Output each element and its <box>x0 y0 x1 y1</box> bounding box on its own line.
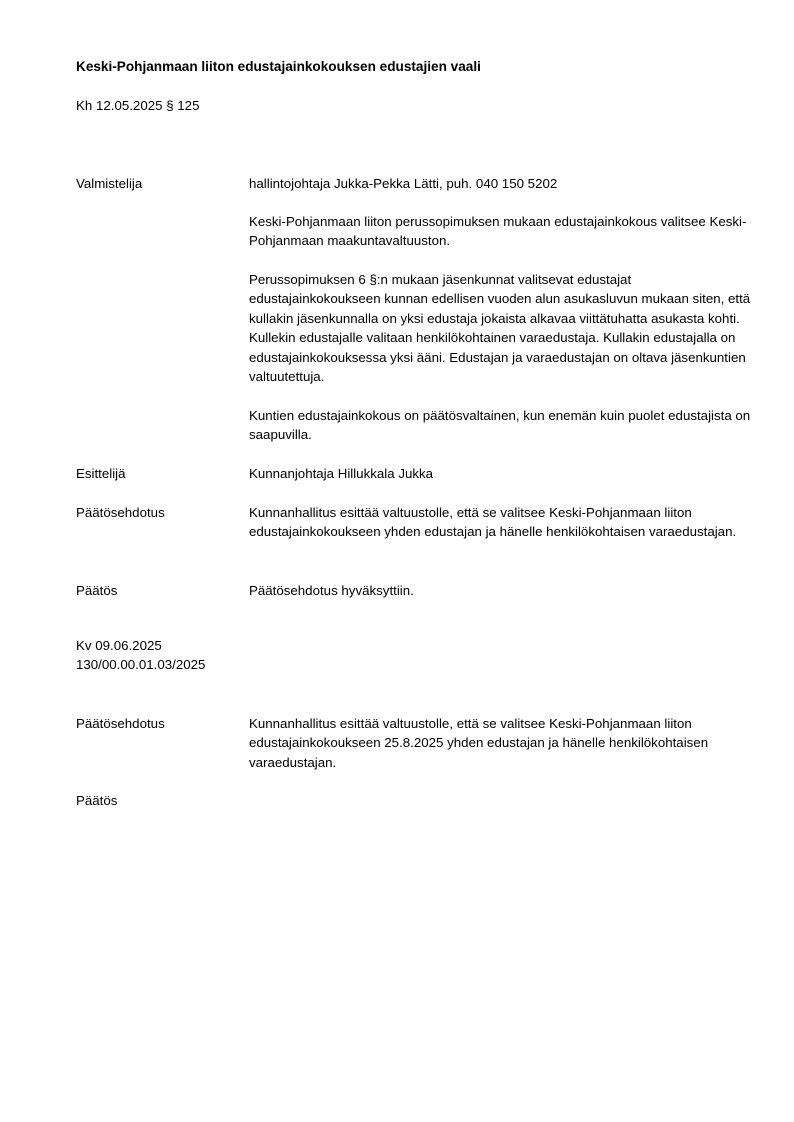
paragraph-jasenkunnat: Perussopimuksen 6 §:n mukaan jäsenkunnat valitsevat edustajat edustajainkokoukseen kunnan edellisen vuoden alun asukasluvun mukaan siten, että kullakin jäsenkunnalla on yksi edustaja jokaista alkavaa viittätuhatta asukasta kohti. Kullekin edustajalle valitaan henkilökohtainen varaedustaja. Kullakin edustajalla on edustajainkokouksessa yksi ääni. Edustajan ja varaedustajan on oltava jäsenkuntien valtuutettuja. <box>249 272 751 385</box>
diary-number: 130/00.00.01.03/2025 <box>76 657 206 672</box>
paragraph-perussopimus: Keski-Pohjanmaan liiton perussopimuksen mukaan edustajainkokous valitsee Keski-Pohjanmaan maakuntavaltuuston. <box>249 214 747 249</box>
kh-reference: Kh 12.05.2025 § 125 <box>76 98 200 113</box>
esittelija-label: Esittelijä <box>76 466 126 481</box>
paatosehdotus-text-1: Kunnanhallitus esittää valtuustolle, että se valitsee Keski-Pohjanmaan liiton edustajainkokoukseen yhden edustajan ja hänelle henkilökohtaisen varaedustajan. <box>249 505 737 540</box>
paatosehdotus-label-2: Päätösehdotus <box>76 716 165 731</box>
document-title: Keski-Pohjanmaan liiton edustajainkokouksen edustajien vaali <box>76 59 481 74</box>
paragraph-paatosvaltaisuus: Kuntien edustajainkokous on päätösvaltainen, kun enemän kuin puolet edustajista on saapuvilla. <box>249 408 751 443</box>
valmistelija-label: Valmistelija <box>76 176 143 191</box>
paatos-text-1: Päätösehdotus hyväksyttiin. <box>249 583 414 598</box>
paatos-label-1: Päätös <box>76 583 118 598</box>
paatosehdotus-text-2: Kunnanhallitus esittää valtuustolle, että se valitsee Keski-Pohjanmaan liiton edustajainkokoukseen 25.8.2025 yhden edustajan ja hänelle henkilökohtaisen varaedustajan. <box>249 716 709 770</box>
paatosehdotus-label-1: Päätösehdotus <box>76 505 165 520</box>
esittelija-value: Kunnanjohtaja Hillukkala Jukka <box>249 466 434 481</box>
valmistelija-value: hallintojohtaja Jukka-Pekka Lätti, puh. 040 150 5202 <box>249 176 558 191</box>
kv-reference: Kv 09.06.2025 <box>76 638 162 653</box>
paatos-label-2: Päätös <box>76 793 118 808</box>
